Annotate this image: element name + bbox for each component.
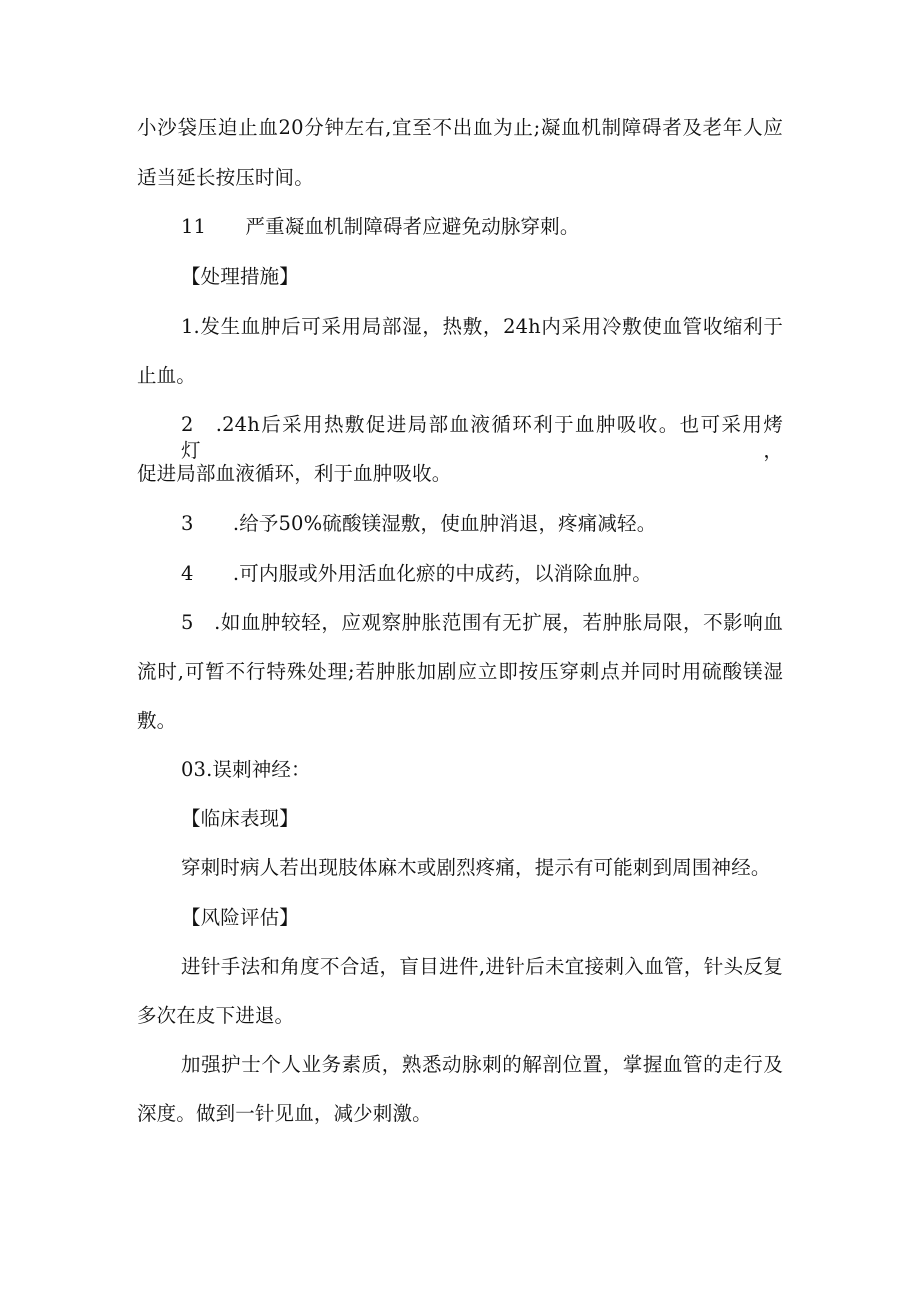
- heading-clinical-manifestation: 【临床表现】: [181, 807, 299, 830]
- item-2-line-2: 促进局部血液循环，利于血肿吸收。: [137, 462, 452, 485]
- item-5-line-3: 敷。: [137, 709, 177, 732]
- item-1-line-1: 1.发生血肿后可采用局部湿，热敷，24h内采用冷敷使血管收缩利于: [181, 315, 783, 338]
- clinical-manifestation-text: 穿刺时病人若出现肢体麻木或剧烈疼痛，提示有可能刺到周围神经。: [181, 856, 771, 879]
- risk-text-line-1: 进针手法和角度不合适，盲目进件,进针后未宜接刺入血管，针头反复: [181, 955, 783, 978]
- item-2-line-1: 2 .24h后采用热敷促进局部血液循环利于血肿吸收。也可采用烤灯，: [181, 413, 783, 462]
- heading-treatment: 【处理措施】: [181, 265, 299, 288]
- item-1-line-2: 止血。: [137, 364, 196, 387]
- risk-text-line-2: 多次在皮下进退。: [137, 1004, 295, 1027]
- paragraph-line-2: 适当延长按压时间。: [137, 166, 314, 189]
- section-03-heading: 03.误刺神经：: [181, 758, 311, 781]
- item-5-line-2: 流时,可暂不行特殊处理;若肿胀加剧应立即按压穿刺点并同时用硫酸镁湿: [137, 660, 783, 683]
- heading-risk-assessment: 【风险评估】: [181, 906, 299, 929]
- item-4-line: 4 .可内服或外用活血化瘀的中成药，以消除血肿。: [181, 562, 652, 585]
- paragraph-line-1: 小沙袋压迫止血20分钟左右,宜至不出血为止;凝血机制障碍者及老年人应: [137, 116, 783, 139]
- item-3-line: 3 .给予50%硫酸镁湿敷，使血肿消退，疼痛减轻。: [181, 512, 657, 535]
- prevention-text-line-2: 深度。做到一针见血，减少刺激。: [137, 1102, 432, 1125]
- item-11-line: 11 严重凝血机制障碍者应避免动脉穿刺。: [181, 215, 580, 238]
- item-5-line-1: 5 .如血肿较轻，应观察肿胀范围有无扩展，若肿胀局限，不影响血: [181, 611, 783, 634]
- prevention-text-line-1: 加强护士个人业务素质，熟悉动脉刺的解剖位置，掌握血管的走行及: [181, 1053, 783, 1076]
